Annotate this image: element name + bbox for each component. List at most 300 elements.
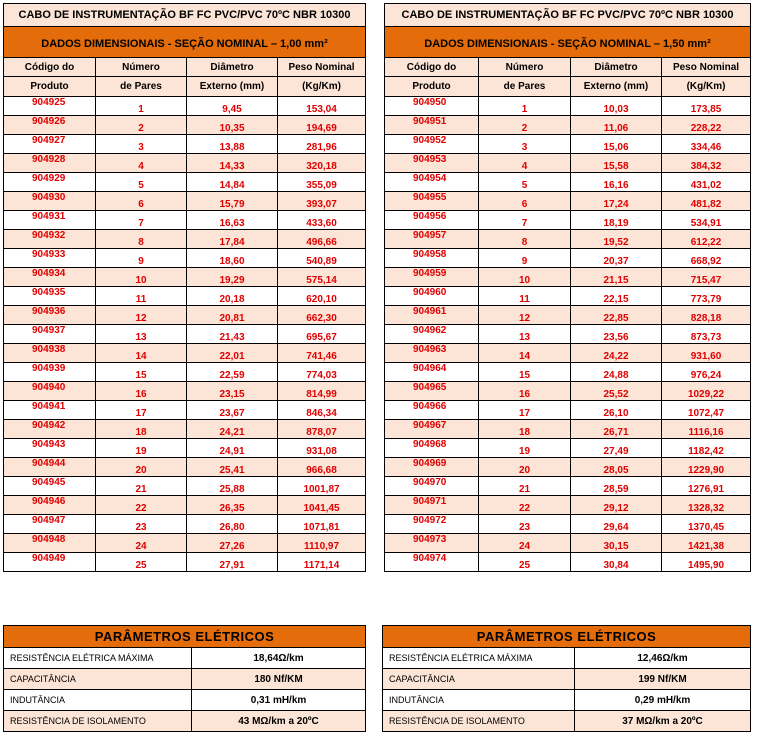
product-code: 904953 [385,154,479,173]
product-code: 904941 [4,401,96,420]
product-code: 904954 [385,173,479,192]
outer-diameter: 15,79 [187,192,278,211]
nominal-weight: 715,47 [662,268,751,287]
outer-diameter: 28,59 [571,477,662,496]
pair-count: 23 [479,515,571,534]
nominal-weight: 320,18 [278,154,366,173]
pair-count: 22 [479,496,571,515]
pair-count: 19 [479,439,571,458]
pair-count: 6 [96,192,187,211]
table-row [4,230,366,249]
electrical-params-table-1-5mm [382,625,751,732]
product-code: 904966 [385,401,479,420]
product-code: 904947 [4,515,96,534]
outer-diameter: 30,15 [571,534,662,553]
pair-count: 1 [479,97,571,116]
outer-diameter: 21,43 [187,325,278,344]
pair-count: 13 [96,325,187,344]
product-code: 904932 [4,230,96,249]
product-code: 904948 [4,534,96,553]
outer-diameter: 30,84 [571,553,662,572]
product-code: 904936 [4,306,96,325]
outer-diameter: 27,26 [187,534,278,553]
parameter-label: INDUTÂNCIA [4,690,192,711]
table-row [4,363,366,382]
table-row [385,496,751,515]
nominal-weight: 1071,81 [278,515,366,534]
table-row [4,306,366,325]
pair-count: 7 [479,211,571,230]
header-weight-line2: (Kg/Km) [278,77,366,97]
product-code: 904933 [4,249,96,268]
outer-diameter: 22,15 [571,287,662,306]
nominal-weight: 814,99 [278,382,366,401]
header-pairs: Número [479,58,571,77]
dimensional-table-1-5mm [384,3,751,572]
electrical-title: PARÂMETROS ELÉTRICOS [383,626,751,648]
header-pairs-line2: de Pares [96,77,187,97]
table-row [385,439,751,458]
pair-count: 24 [479,534,571,553]
table-row [4,534,366,553]
product-code: 904964 [385,363,479,382]
header-pairs: Número [96,58,187,77]
product-code: 904958 [385,249,479,268]
product-code: 904963 [385,344,479,363]
outer-diameter: 23,56 [571,325,662,344]
table-row [4,344,366,363]
nominal-weight: 931,60 [662,344,751,363]
parameter-value: 43 MΩ/km a 20ºC [192,711,366,732]
outer-diameter: 16,63 [187,211,278,230]
table-row [385,230,751,249]
outer-diameter: 26,71 [571,420,662,439]
product-code: 904928 [4,154,96,173]
nominal-weight: 228,22 [662,116,751,135]
pair-count: 10 [96,268,187,287]
product-code: 904965 [385,382,479,401]
outer-diameter: 22,59 [187,363,278,382]
table-row [385,249,751,268]
pair-count: 25 [96,553,187,572]
parameter-row [383,648,751,669]
table-row [4,496,366,515]
table-row [385,344,751,363]
pair-count: 23 [96,515,187,534]
pair-count: 25 [479,553,571,572]
parameter-label: CAPACITÂNCIA [4,669,192,690]
table-row [385,477,751,496]
table-row [385,116,751,135]
nominal-weight: 1182,42 [662,439,751,458]
table-row [4,249,366,268]
parameter-value: 12,46Ω/km [575,648,751,669]
table-row [4,420,366,439]
nominal-weight: 575,14 [278,268,366,287]
nominal-weight: 1029,22 [662,382,751,401]
nominal-weight: 668,92 [662,249,751,268]
nominal-weight: 878,07 [278,420,366,439]
header-pairs-line2: de Pares [479,77,571,97]
pair-count: 4 [96,154,187,173]
parameter-label: RESISTÊNCIA DE ISOLAMENTO [383,711,575,732]
parameter-value: 18,64Ω/km [192,648,366,669]
pair-count: 20 [479,458,571,477]
table-row [4,287,366,306]
outer-diameter: 17,84 [187,230,278,249]
outer-diameter: 23,15 [187,382,278,401]
table-row [385,135,751,154]
nominal-weight: 966,68 [278,458,366,477]
product-code: 904949 [4,553,96,572]
nominal-weight: 334,46 [662,135,751,154]
outer-diameter: 15,06 [571,135,662,154]
outer-diameter: 21,15 [571,268,662,287]
nominal-weight: 1229,90 [662,458,751,477]
parameter-label: RESISTÊNCIA ELÉTRICA MÁXIMA [383,648,575,669]
product-code: 904938 [4,344,96,363]
table-title: CABO DE INSTRUMENTAÇÃO BF FC PVC/PVC 70ºC NBR 10300 [4,4,366,27]
product-code: 904961 [385,306,479,325]
outer-diameter: 29,12 [571,496,662,515]
header-diameter: Diâmetro [187,58,278,77]
outer-diameter: 25,41 [187,458,278,477]
product-code: 904950 [385,97,479,116]
nominal-weight: 355,09 [278,173,366,192]
table-row [4,401,366,420]
nominal-weight: 1001,87 [278,477,366,496]
parameter-row [383,711,751,732]
table-row [4,325,366,344]
outer-diameter: 26,10 [571,401,662,420]
table-row [385,420,751,439]
table-row [385,534,751,553]
parameter-row [383,669,751,690]
outer-diameter: 17,24 [571,192,662,211]
outer-diameter: 27,49 [571,439,662,458]
table-row [385,458,751,477]
outer-diameter: 22,85 [571,306,662,325]
outer-diameter: 18,60 [187,249,278,268]
nominal-weight: 774,03 [278,363,366,382]
product-code: 904929 [4,173,96,192]
parameter-label: INDUTÂNCIA [383,690,575,711]
outer-diameter: 11,06 [571,116,662,135]
header-weight: Peso Nominal [662,58,751,77]
table-row [385,382,751,401]
product-code: 904967 [385,420,479,439]
product-code: 904946 [4,496,96,515]
table-row [4,97,366,116]
product-code: 904930 [4,192,96,211]
nominal-weight: 662,30 [278,306,366,325]
outer-diameter: 9,45 [187,97,278,116]
parameter-row [4,711,366,732]
outer-diameter: 10,35 [187,116,278,135]
outer-diameter: 26,35 [187,496,278,515]
outer-diameter: 29,64 [571,515,662,534]
pair-count: 10 [479,268,571,287]
nominal-weight: 1110,97 [278,534,366,553]
outer-diameter: 19,29 [187,268,278,287]
outer-diameter: 13,88 [187,135,278,154]
nominal-weight: 741,46 [278,344,366,363]
product-code: 904940 [4,382,96,401]
outer-diameter: 16,16 [571,173,662,192]
table-row [4,135,366,154]
nominal-weight: 173,85 [662,97,751,116]
pair-count: 9 [96,249,187,268]
pair-count: 4 [479,154,571,173]
nominal-weight: 433,60 [278,211,366,230]
table-row [4,382,366,401]
pair-count: 6 [479,192,571,211]
pair-count: 14 [479,344,571,363]
product-code: 904959 [385,268,479,287]
table-row [4,116,366,135]
product-code: 904927 [4,135,96,154]
product-code: 904973 [385,534,479,553]
pair-count: 9 [479,249,571,268]
product-code: 904943 [4,439,96,458]
nominal-weight: 773,79 [662,287,751,306]
electrical-title: PARÂMETROS ELÉTRICOS [4,626,366,648]
pair-count: 17 [479,401,571,420]
table-row [385,363,751,382]
pair-count: 2 [479,116,571,135]
nominal-weight: 540,89 [278,249,366,268]
product-code: 904956 [385,211,479,230]
table-row [4,439,366,458]
table-row [385,515,751,534]
outer-diameter: 24,91 [187,439,278,458]
nominal-weight: 612,22 [662,230,751,249]
outer-diameter: 20,37 [571,249,662,268]
pair-count: 24 [96,534,187,553]
outer-diameter: 20,18 [187,287,278,306]
nominal-weight: 1072,47 [662,401,751,420]
product-code: 904955 [385,192,479,211]
nominal-weight: 1171,14 [278,553,366,572]
pair-count: 11 [479,287,571,306]
nominal-weight: 281,96 [278,135,366,154]
product-code: 904952 [385,135,479,154]
table-row [4,211,366,230]
product-code: 904974 [385,553,479,572]
product-code: 904971 [385,496,479,515]
parameter-label: RESISTÊNCIA DE ISOLAMENTO [4,711,192,732]
product-code: 904931 [4,211,96,230]
parameter-label: CAPACITÂNCIA [383,669,575,690]
table-row [4,553,366,572]
pair-count: 14 [96,344,187,363]
table-subtitle: DADOS DIMENSIONAIS - SEÇÃO NOMINAL – 1,00 mm² [4,27,366,58]
nominal-weight: 1495,90 [662,553,751,572]
parameter-value: 180 Nf/KM [192,669,366,690]
table-row [4,268,366,287]
nominal-weight: 620,10 [278,287,366,306]
product-code: 904937 [4,325,96,344]
pair-count: 22 [96,496,187,515]
product-code: 904944 [4,458,96,477]
outer-diameter: 24,22 [571,344,662,363]
header-code-line2: Produto [385,77,479,97]
nominal-weight: 481,82 [662,192,751,211]
outer-diameter: 28,05 [571,458,662,477]
pair-count: 8 [96,230,187,249]
nominal-weight: 828,18 [662,306,751,325]
table-row [385,211,751,230]
product-code: 904925 [4,97,96,116]
outer-diameter: 22,01 [187,344,278,363]
nominal-weight: 431,02 [662,173,751,192]
outer-diameter: 19,52 [571,230,662,249]
table-row [4,458,366,477]
nominal-weight: 534,91 [662,211,751,230]
pair-count: 11 [96,287,187,306]
header-diameter-line2: Externo (mm) [571,77,662,97]
product-code: 904934 [4,268,96,287]
nominal-weight: 1276,91 [662,477,751,496]
product-code: 904957 [385,230,479,249]
pair-count: 20 [96,458,187,477]
nominal-weight: 1328,32 [662,496,751,515]
product-code: 904968 [385,439,479,458]
nominal-weight: 1370,45 [662,515,751,534]
parameter-row [4,690,366,711]
pair-count: 21 [479,477,571,496]
pair-count: 1 [96,97,187,116]
product-code: 904972 [385,515,479,534]
header-weight: Peso Nominal [278,58,366,77]
nominal-weight: 393,07 [278,192,366,211]
outer-diameter: 15,58 [571,154,662,173]
parameter-value: 0,29 mH/km [575,690,751,711]
table-row [4,173,366,192]
product-code: 904951 [385,116,479,135]
table-row [4,477,366,496]
nominal-weight: 976,24 [662,363,751,382]
table-row [385,325,751,344]
pair-count: 15 [96,363,187,382]
pair-count: 18 [96,420,187,439]
nominal-weight: 153,04 [278,97,366,116]
electrical-params-table-1mm [3,625,366,732]
pair-count: 7 [96,211,187,230]
outer-diameter: 23,67 [187,401,278,420]
nominal-weight: 1421,38 [662,534,751,553]
pair-count: 8 [479,230,571,249]
table-row [385,401,751,420]
outer-diameter: 25,88 [187,477,278,496]
header-diameter: Diâmetro [571,58,662,77]
header-weight-line2: (Kg/Km) [662,77,751,97]
pair-count: 12 [479,306,571,325]
parameter-value: 0,31 mH/km [192,690,366,711]
outer-diameter: 25,52 [571,382,662,401]
outer-diameter: 18,19 [571,211,662,230]
pair-count: 18 [479,420,571,439]
pair-count: 3 [479,135,571,154]
table-row [385,268,751,287]
table-row [4,515,366,534]
table-row [385,97,751,116]
product-code: 904962 [385,325,479,344]
table-row [385,287,751,306]
product-code: 904942 [4,420,96,439]
product-code: 904945 [4,477,96,496]
parameter-value: 199 Nf/KM [575,669,751,690]
outer-diameter: 26,80 [187,515,278,534]
pair-count: 21 [96,477,187,496]
table-title: CABO DE INSTRUMENTAÇÃO BF FC PVC/PVC 70ºC NBR 10300 [385,4,751,27]
parameter-row [383,690,751,711]
nominal-weight: 496,66 [278,230,366,249]
pair-count: 5 [96,173,187,192]
product-code: 904926 [4,116,96,135]
pair-count: 3 [96,135,187,154]
parameter-row [4,648,366,669]
parameter-row [4,669,366,690]
pair-count: 2 [96,116,187,135]
outer-diameter: 27,91 [187,553,278,572]
outer-diameter: 24,88 [571,363,662,382]
header-code: Código do [385,58,479,77]
pair-count: 5 [479,173,571,192]
pair-count: 15 [479,363,571,382]
table-row [4,192,366,211]
product-code: 904969 [385,458,479,477]
outer-diameter: 20,81 [187,306,278,325]
product-code: 904935 [4,287,96,306]
outer-diameter: 24,21 [187,420,278,439]
pair-count: 16 [479,382,571,401]
nominal-weight: 931,08 [278,439,366,458]
outer-diameter: 14,84 [187,173,278,192]
parameter-value: 37 MΩ/km a 20ºC [575,711,751,732]
table-row [385,553,751,572]
product-code: 904960 [385,287,479,306]
nominal-weight: 846,34 [278,401,366,420]
table-subtitle: DADOS DIMENSIONAIS - SEÇÃO NOMINAL – 1,50 mm² [385,27,751,58]
header-diameter-line2: Externo (mm) [187,77,278,97]
pair-count: 13 [479,325,571,344]
pair-count: 12 [96,306,187,325]
nominal-weight: 1041,45 [278,496,366,515]
table-row [385,154,751,173]
outer-diameter: 14,33 [187,154,278,173]
product-code: 904939 [4,363,96,382]
table-row [4,154,366,173]
pair-count: 19 [96,439,187,458]
product-code: 904970 [385,477,479,496]
header-code-line2: Produto [4,77,96,97]
nominal-weight: 194,69 [278,116,366,135]
outer-diameter: 10,03 [571,97,662,116]
parameter-label: RESISTÊNCIA ELÉTRICA MÁXIMA [4,648,192,669]
dimensional-table-1mm [3,3,366,572]
pair-count: 16 [96,382,187,401]
nominal-weight: 873,73 [662,325,751,344]
pair-count: 17 [96,401,187,420]
table-row [385,192,751,211]
table-row [385,173,751,192]
nominal-weight: 1116,16 [662,420,751,439]
header-code: Código do [4,58,96,77]
nominal-weight: 384,32 [662,154,751,173]
nominal-weight: 695,67 [278,325,366,344]
table-row [385,306,751,325]
